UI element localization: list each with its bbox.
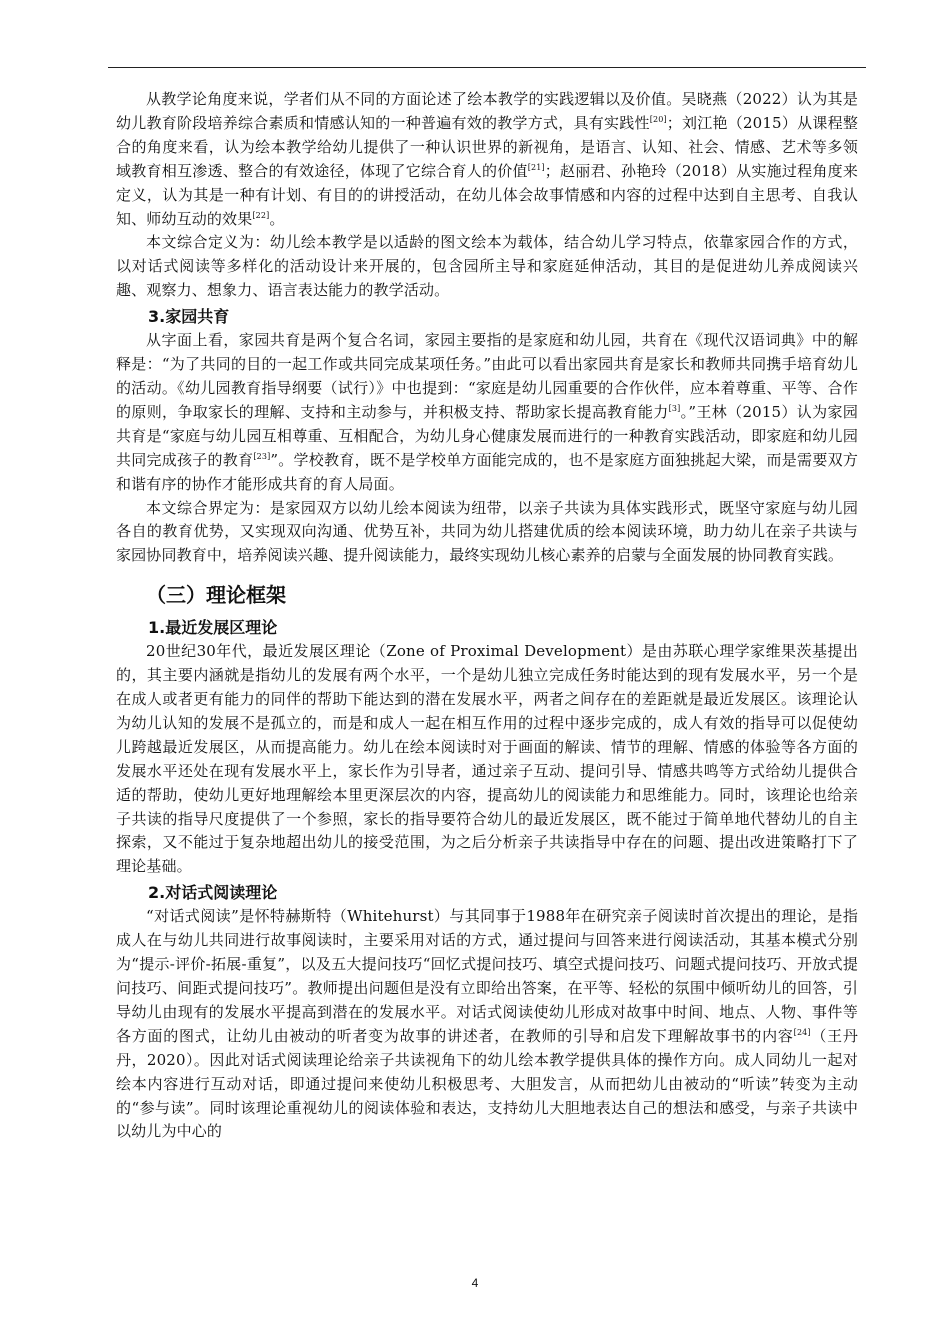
header-rule (108, 67, 866, 68)
paragraph-dialogic-reading (116, 905, 858, 1144)
text-run: 从字面上看，家园共育是两个复合名词，家园主要指的是家庭和幼儿园，共育在《现代汉语词典》中的解释是：“为了共同的目的一起工作或共同完成某项任务。”由此可以看出家园共育是家长和教师共同携手培育幼儿的活动。《幼儿园教育指导纲要（试行）》中也提到：“家庭是幼儿园重要的合作伙伴，应本着尊重、平等、合作的原则，争取家长的理解、支持和主动参与，并积极支持、帮助家长提高教育能力 (116, 331, 858, 421)
heading-dialogic-reading: 2.对话式阅读理论 (148, 883, 278, 903)
text-run: “对话式阅读”是怀特赫斯特（Whitehurst）与其同事于1988年在研究亲子阅读时首次提出的理论，是指成人在与幼儿共同进行故事阅读时，主要采用对话的方式，通过提问与回答来进行阅读活动，其基本模式分别为“提示-评价-拓展-重复”，以及五大提问技巧“回忆式提问技巧、填空式提问技巧、问题式提问技巧、开放式提问技巧、间距式提问技巧”。教师提出问题但是没有立即给出答案，在平等、轻松的氛围中倾听幼儿的回答，引导幼儿由现有的发展水平提高到潜在的发展水平。对话式阅读使幼儿形成对故事中时间、地点、人物、事件等各方面的图式，让幼儿由被动的听者变为故事的讲述者，在教师的引导和启发下理解故事书的内容 (116, 907, 858, 1045)
text-run: ”。学校教育，既不是学校单方面能完成的，也不是家庭方面独挑起大梁，而是需要双方和谐有序的协作才能形成共育的育人局面。 (116, 450, 858, 493)
citation-21: [21] (527, 162, 545, 172)
citation-20: [20] (649, 114, 667, 124)
citation-24: [24] (793, 1027, 811, 1037)
heading-theoretical-framework: （三）理论框架 (146, 583, 286, 608)
paragraph-zpd: 20世纪30年代，最近发展区理论（Zone of Proximal Development）是由苏联心理学家维果茨基提出的，其主要内涵就是指幼儿的发展有两个水平，一个是幼儿独立完成任务时能达到的现有发展水平，另一个是在成人或者更有能力的同伴的帮助下能达到的潜在发展水平，两者之间存在的差距就是最近发展区。该理论认为幼儿认知的发展不是孤立的，而是和成人一起在相互作用的过程中逐步完成的，成人有效的指导可以促使幼儿跨越最近发展区，从而提高能力。幼儿在绘本阅读时对于画面的解读、情节的理解、情感的体验等各方面的发展水平还处在现有发展水平上，家长作为引导者，通过亲子互动、提问引导、情感共鸣等方式给幼儿提供合适的帮助，使幼儿更好地理解绘本里更深层次的内容，提高幼儿的阅读能力和思维能力。同时，该理论也给亲子共读的指导尺度提供了一个参照，家长的指导要符合幼儿的最近发展区，既不能过于简单地代替幼儿的自主探索，又不能过于复杂地超出幼儿的接受范围，为之后分析亲子共读指导中存在的问题、提出改进策略打下了理论基础。 (116, 642, 858, 876)
text-run: 。 (269, 209, 285, 228)
text-run: （王丹丹，2020）。因此对话式阅读理论给亲子共读视角下的幼儿绘本教学提供具体的操作方向。成人同幼儿一起对绘本内容进行互动对话，即通过提问来使幼儿积极思考、大胆发言，从而把幼儿由被动的“听读”转变为主动的“参与读”。同时该理论重视幼儿的阅读体验和表达，支持幼儿大胆地表达自己的想法和感受，与亲子共读中以幼儿为中心的 (116, 1026, 858, 1141)
paragraph-coeducation-definition: 本文综合界定为：是家园双方以幼儿绘本阅读为纽带，以亲子共读为具体实践形式，既坚守家庭与幼儿园各自的教育优势，又实现双向沟通、优势互补，共同为幼儿搭建优质的绘本阅读环境，助力幼儿在亲子共读与家园协同教育中，培养阅读兴趣、提升阅读能力，最终实现幼儿核心素养的启蒙与全面发展的协同教育实践。 (116, 498, 858, 565)
heading-zpd-theory: 1.最近发展区理论 (148, 618, 278, 638)
page-content (116, 88, 858, 1144)
citation-3: [3] (668, 403, 681, 413)
citation-22: [22] (252, 210, 270, 220)
paragraph-teaching-theory (116, 88, 858, 231)
paragraph-teaching-definition: 本文综合定义为：幼儿绘本教学是以适龄的图文绘本为载体，结合幼儿学习特点，依靠家园合作的方式，以对话式阅读等多样化的活动设计来开展的，包含园所主导和家庭延伸活动，其目的是促进幼儿养成阅读兴趣、观察力、想象力、语言表达能力的教学活动。 (116, 233, 858, 300)
paragraph-coeducation-meaning (116, 329, 858, 496)
citation-23: [23] (253, 451, 271, 461)
text-run: ；刘江艳（2015）从课程整合的角度来看，认为绘本教学给幼儿提供了一种认识世界的新视角，是语言、认知、社会、情感、艺术等多领域教育相互渗透、整合的有效途径，体现了它综合育人的价值 (116, 113, 858, 180)
page-number: 4 (471, 1276, 479, 1290)
text-run: 。”王林（2015）认为家园共育是“家庭与幼儿园互相尊重、互相配合，为幼儿身心健康发展而进行的一种教育实践活动，即家庭和幼儿园共同完成孩子的教育 (116, 402, 858, 469)
heading-home-school-coeducation: 3.家园共育 (148, 307, 230, 327)
text-run: 从教学论角度来说，学者们从不同的方面论述了绘本教学的实践逻辑以及价值。吴晓燕（2022）认为其是幼儿教育阶段培养综合素质和情感认知的一种普遍有效的教学方式，具有实践性 (116, 90, 858, 132)
text-run: ；赵丽君、孙艳玲（2018）从实施过程角度来定义，认为其是一种有计划、有目的的讲授活动，在幼儿体会故事情感和内容的过程中达到自主思考、自我认知、师幼互动的效果 (116, 161, 858, 228)
